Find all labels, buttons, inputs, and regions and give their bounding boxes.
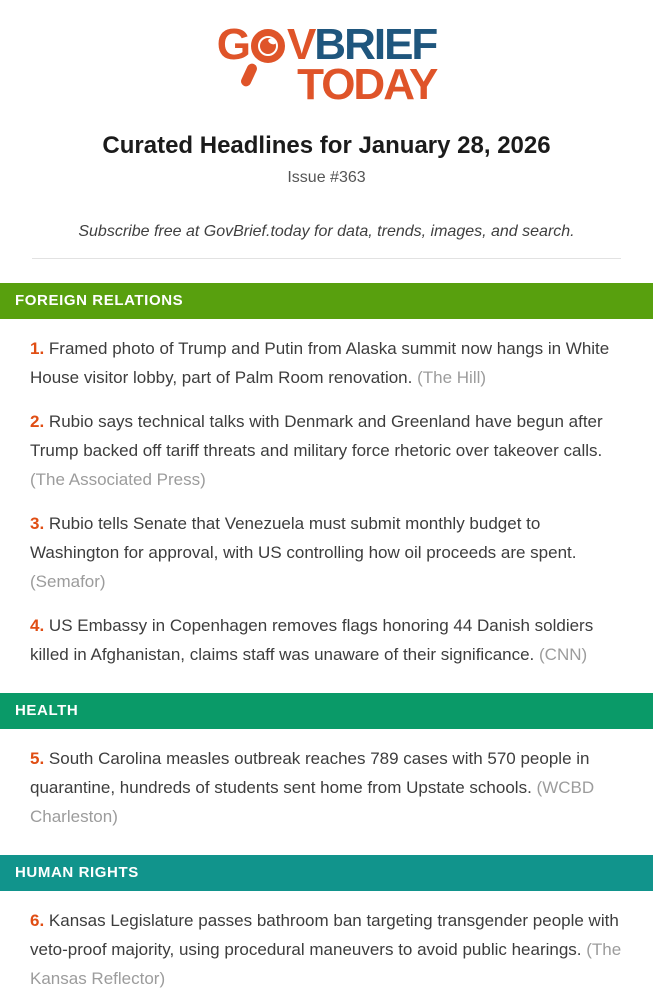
headline-item-3 [30,509,623,596]
logo-letter-v: V [286,20,315,69]
page-title: Curated Headlines for January 28, 2026 [102,132,551,159]
headline-number: 5. [30,749,45,768]
section-health [0,693,653,831]
headline-list [0,906,653,993]
section-header-foreign-relations: FOREIGN RELATIONS [0,283,653,319]
headline-source: (Semafor) [30,572,106,591]
logo-letter-g: G [216,20,249,69]
headline-number: 3. [30,514,45,533]
issue-number: Issue #363 [287,169,366,186]
headline-number: 6. [30,911,45,930]
section-header-human-rights: HUMAN RIGHTS [0,855,653,891]
govbrief-logo [216,20,437,109]
subscribe-note: Subscribe free at GovBrief.today for data, trends, images, and search. [78,223,575,240]
section-header-health: HEALTH [0,693,653,729]
logo-word-brief: BRIEF [314,20,437,69]
headline-text: Rubio tells Senate that Venezuela must submit monthly budget to Washington for approval, with US controlling how oil proceeds are spent. [30,514,577,562]
headline-list [0,744,653,831]
section-human-rights [0,855,653,993]
logo-word-today: TODAY [297,60,437,109]
headline-source: (The Associated Press) [30,470,206,489]
headline-text: Kansas Legislature passes bathroom ban targeting transgender people with veto-proof majority, using procedural maneuvers to avoid public hearings. [30,911,619,959]
header-divider [32,258,621,259]
headline-source: (WCBD Charleston) [30,778,595,826]
headline-item-1 [30,334,623,392]
headline-text: Framed photo of Trump and Putin from Alaska summit now hangs in White House visitor lobby, part of Palm Room renovation. [30,339,610,387]
headline-number: 2. [30,412,45,431]
magnifier-icon [251,29,285,63]
headline-number: 4. [30,616,45,635]
headline-list [0,334,653,669]
headline-source: (CNN) [539,645,588,664]
headline-text: US Embassy in Copenhagen removes flags honoring 44 Danish soldiers killed in Afghanistan, claims staff was unaware of their significance. [30,616,594,664]
headline-item-5 [30,744,623,831]
headline-text: Rubio says technical talks with Denmark and Greenland have begun after Trump backed off tariff threats and military force rhetoric over takeover calls. [30,412,603,460]
headline-text: South Carolina measles outbreak reaches 789 cases with 570 people in quarantine, hundreds of students sent home from Upstate schools. [30,749,590,797]
headline-number: 1. [30,339,45,358]
headline-item-6 [30,906,623,993]
headline-item-2 [30,407,623,494]
masthead [0,0,653,241]
headline-item-4 [30,611,623,669]
headline-source: (The Kansas Reflector) [30,940,622,988]
section-foreign-relations [0,283,653,669]
headline-source: (The Hill) [417,368,487,387]
